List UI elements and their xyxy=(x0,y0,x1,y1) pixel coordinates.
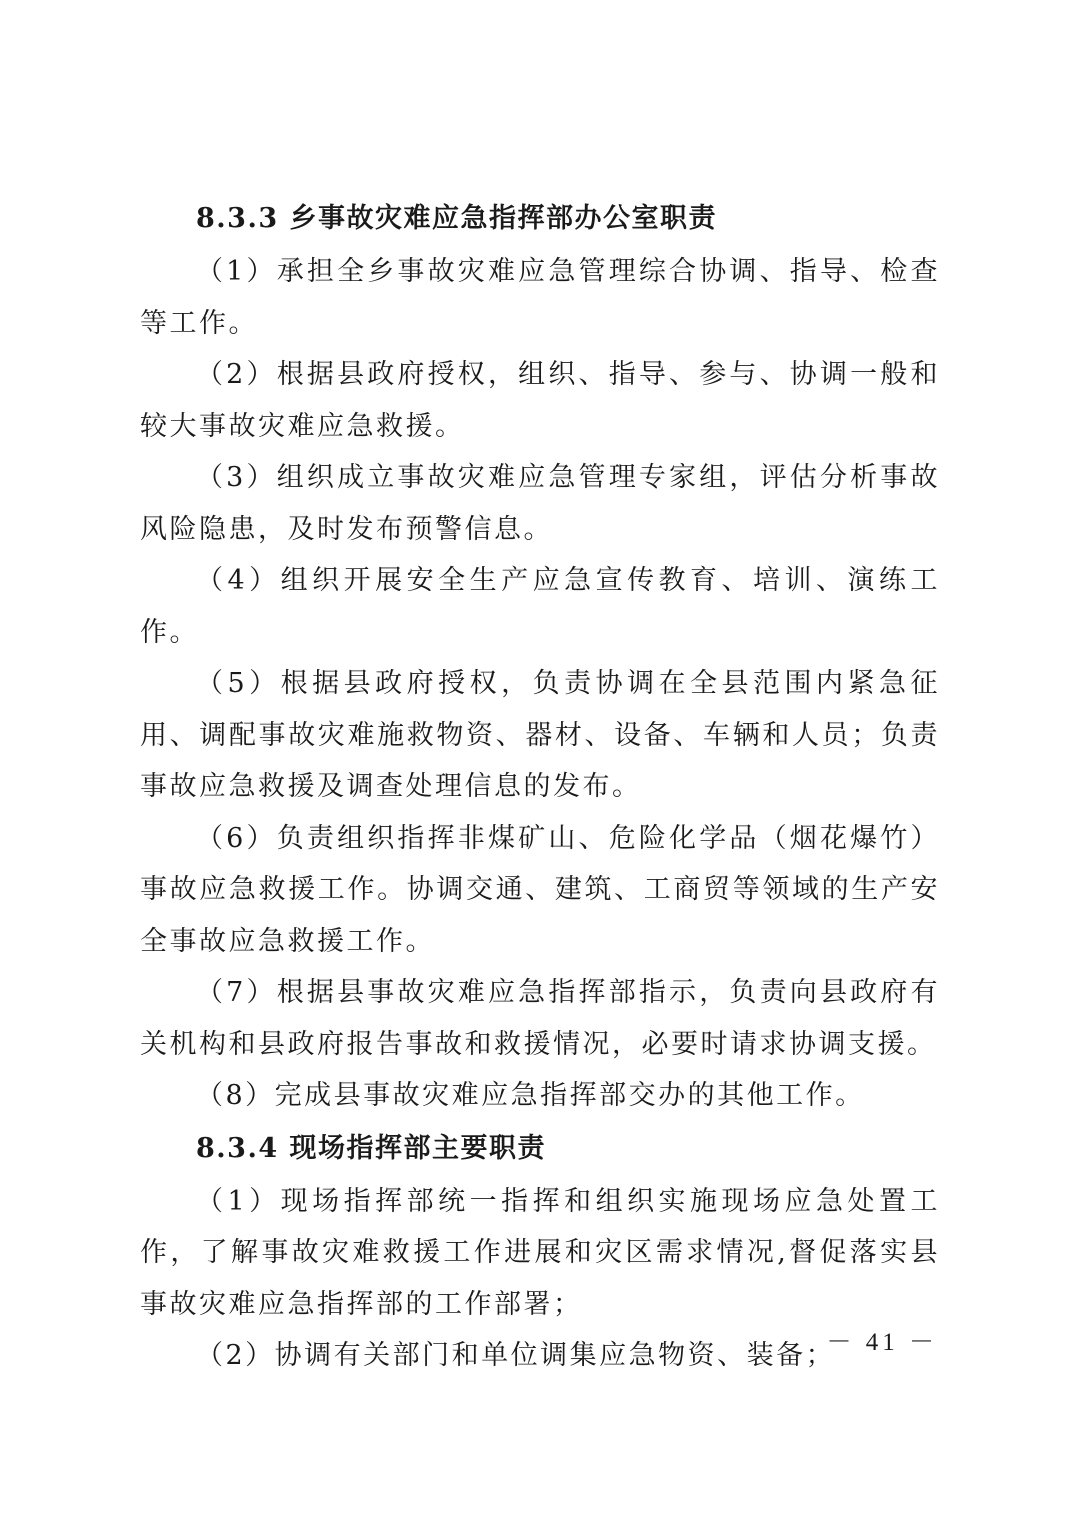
list-item: （4）组织开展安全生产应急宣传教育、培训、演练工作。 xyxy=(140,565,940,648)
list-item: （8）完成县事故灾难应急指挥部交办的其他工作。 xyxy=(196,1080,865,1111)
list-item: （5）根据县政府授权，负责协调在全县范围内紧急征用、调配事故灾难施救物资、器材、设备、车辆和人员；负责事故应急救援及调查处理信息的发布。 xyxy=(140,668,940,802)
page-number: － 41 － xyxy=(826,1329,938,1356)
section-8-3-4 xyxy=(140,1122,940,1382)
list-item: （1）承担全乡事故灾难应急管理综合协调、指导、检查等工作。 xyxy=(140,256,940,339)
document-body xyxy=(140,192,940,1382)
section-heading: 8.3.4 现场指挥部主要职责 xyxy=(196,1132,547,1164)
list-item: （1）现场指挥部统一指挥和组织实施现场应急处置工作，了解事故灾难救援工作进展和灾区需求情况,督促落实县事故灾难应急指挥部的工作部署； xyxy=(140,1185,940,1320)
list-item: （2）协调有关部门和单位调集应急物资、装备； xyxy=(196,1340,836,1371)
list-item: （3）组织成立事故灾难应急管理专家组，评估分析事故风险隐患，及时发布预警信息。 xyxy=(140,462,940,545)
list-item: （7）根据县事故灾难应急指挥部指示，负责向县政府有关机构和县政府报告事故和救援情况，必要时请求协调支援。 xyxy=(140,977,940,1060)
list-item: （6）负责组织指挥非煤矿山、危险化学品（烟花爆竹）事故应急救援工作。协调交通、建筑、工商贸等领域的生产安全事故应急救援工作。 xyxy=(140,822,940,957)
list-item: （2）根据县政府授权，组织、指导、参与、协调一般和较大事故灾难应急救援。 xyxy=(140,359,940,442)
section-heading: 8.3.3 乡事故灾难应急指挥部办公室职责 xyxy=(196,203,718,234)
section-8-3-3 xyxy=(140,192,940,1122)
